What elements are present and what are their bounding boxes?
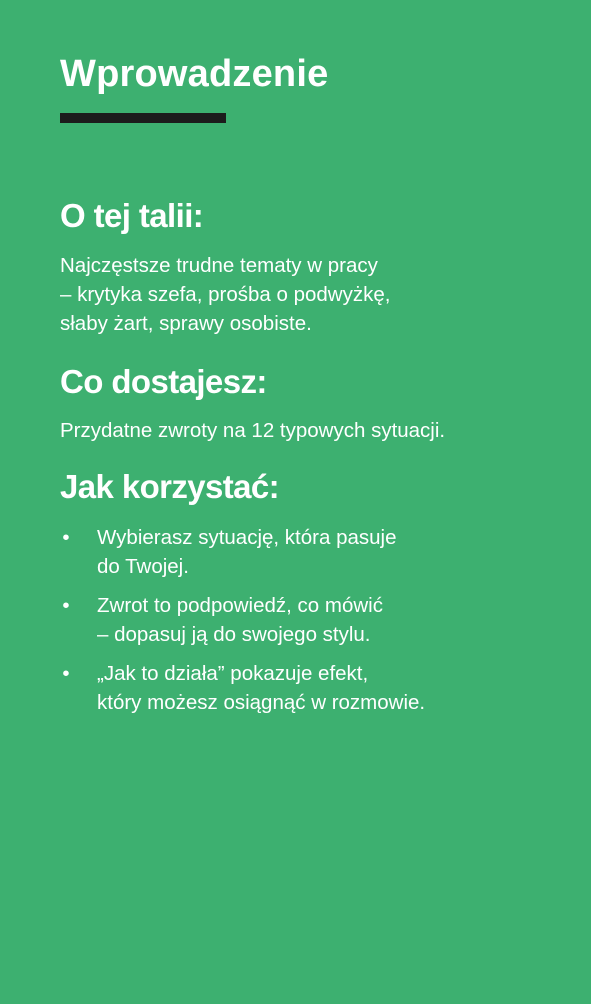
list-item-line: „Jak to działa” pokazuje efekt, — [97, 662, 369, 685]
about-line: – krytyka szefa, prośba o podwyżkę, — [60, 283, 391, 306]
about-line: słaby żart, sprawy osobiste. — [60, 312, 312, 335]
list-item — [60, 523, 551, 581]
list-item-line: – dopasuj ją do swojego stylu. — [97, 623, 371, 646]
list-item-line: Zwrot to podpowiedź, co mówić — [97, 594, 383, 617]
how-to-use-section — [60, 467, 551, 727]
list-item — [60, 591, 551, 649]
page-title: Wprowadzenie — [60, 53, 329, 95]
what-you-get-text: Przydatne zwroty na 12 typowych sytuacji. — [60, 419, 446, 442]
bullet-icon: • — [62, 594, 70, 617]
what-you-get-heading: Co dostajesz: — [60, 363, 267, 400]
how-to-use-list — [60, 523, 551, 717]
list-item-line: który możesz osiągnąć w rozmowie. — [97, 691, 426, 714]
bullet-icon: • — [62, 662, 70, 685]
about-line: Najczęstsze trudne tematy w pracy — [60, 254, 378, 277]
about-section — [60, 196, 551, 338]
list-item-line: do Twojej. — [97, 555, 189, 578]
about-text — [60, 251, 551, 338]
list-item-line: Wybierasz sytuację, która pasuje — [97, 526, 397, 549]
title-underline — [60, 113, 226, 123]
what-you-get-section — [60, 362, 551, 445]
about-heading: O tej talii: — [60, 197, 204, 234]
list-item — [60, 659, 551, 717]
how-to-use-heading: Jak korzystać: — [60, 468, 280, 505]
bullet-icon: • — [62, 526, 70, 549]
